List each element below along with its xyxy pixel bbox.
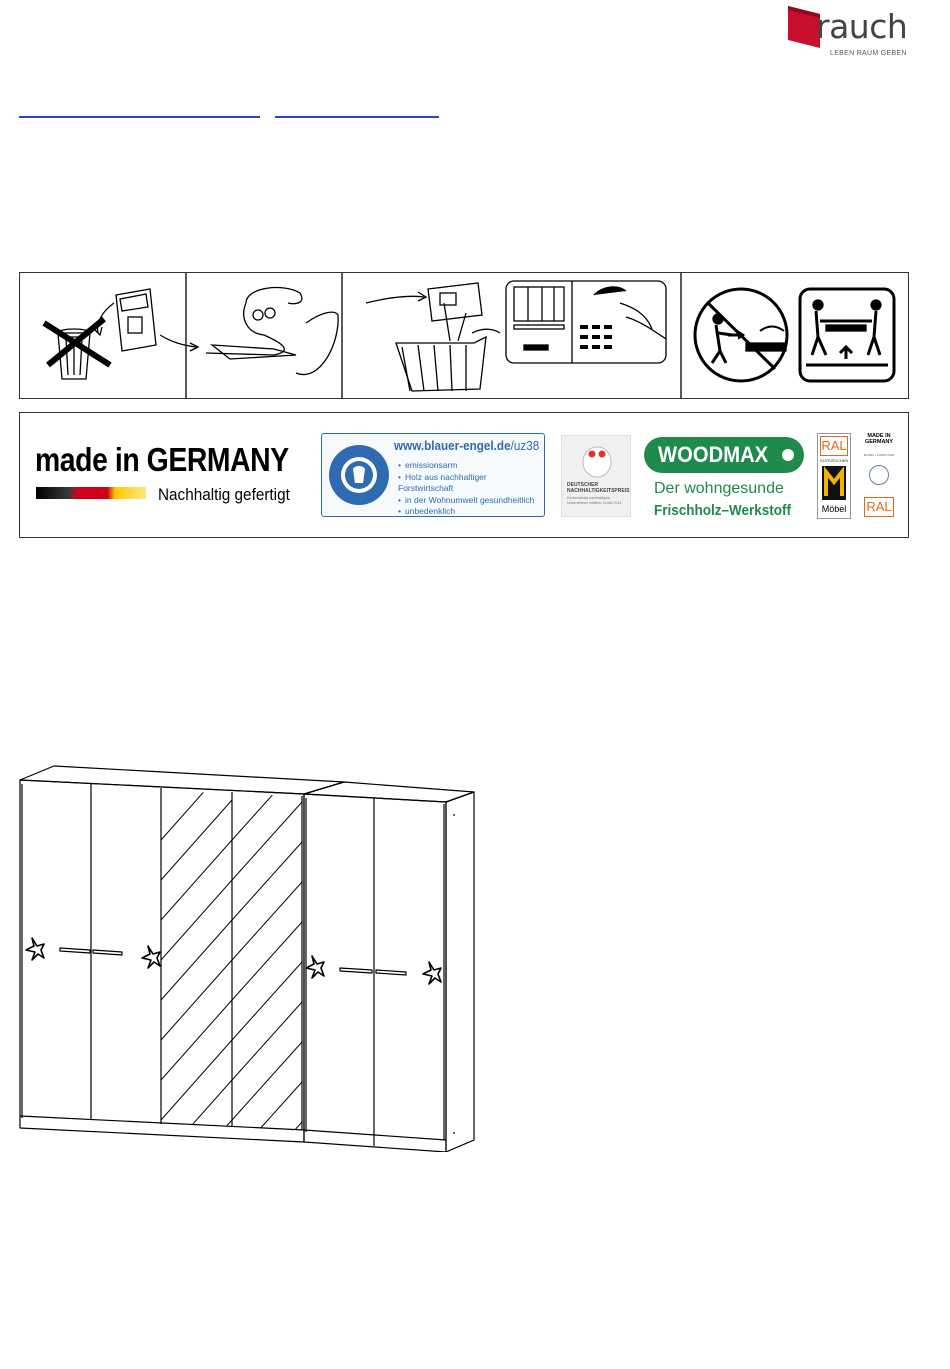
made-in-germany-subtitle: Nachhaltig gefertigt [158,485,290,504]
ral-mig-subtitle: MÖBEL • FURNITURE [863,453,895,457]
ral-mig-badge [862,433,896,519]
award-figure-icon [577,440,617,480]
do-not-push-icon [695,289,787,381]
woodmax-dot-icon [782,449,794,461]
blauer-engel-point: • unbedenklich [398,506,544,518]
made-in-germany-title: made in GERMANY [35,441,289,478]
german-flag-gradient [36,487,146,499]
moebel-label: Möbel [821,504,847,514]
blauer-engel-points [398,460,544,518]
guetezeichen-label: GÜTEZEICHEN [819,458,849,463]
blauer-engel-seal-icon [327,443,391,507]
keep-documents-icon [366,283,500,391]
part-number-label-icon [506,281,666,363]
brand-tagline: LEBEN RAUM GEBEN [830,50,907,57]
moebel-m-icon [822,466,846,500]
wardrobe-drawing [14,760,484,1152]
read-instructions-icon [206,288,338,375]
woodmax-badge [644,437,804,473]
blauer-engel-point: • Holz aus nachhaltiger Forstwirtschaft [398,472,544,495]
instructions-strip [19,272,909,399]
ral-moebel-badge [817,433,851,519]
link-underline-1[interactable] [19,116,260,118]
brand-name: rauch [816,7,908,46]
ral-label-2: RAL [864,497,894,517]
ral-seal-icon [869,465,889,485]
nachhaltigkeitspreis-title: DEUTSCHER NACHHALTIGKEITSPREIS [567,482,630,494]
woodmax-name: WOODMAX [658,442,769,467]
blauer-engel-badge [321,433,545,517]
blauer-engel-point: • in der Wohnumwelt gesundheitlich [398,495,544,507]
blauer-engel-point: • emissionsarm [398,460,544,472]
ral-label: RAL [820,436,848,456]
blauer-engel-url[interactable]: www.blauer-engel.de/uz38 [394,438,540,453]
instructions-illustration [20,273,908,398]
link-underline-2[interactable] [275,116,439,118]
woodmax-line2: Frischholz–Werkstoff [654,502,792,519]
ral-mig-title: MADE IN GERMANY [864,433,894,445]
lift-with-two-icon [800,289,894,381]
nachhaltigkeitspreis-subtitle: Deutschlands nachhaltigste Unternehmen mittlerer Größe 2014 [567,496,622,505]
brand-logo [786,4,910,60]
woodmax-line1: Der wohngesunde [654,480,784,497]
certifications-strip [19,412,909,538]
nachhaltigkeitspreis-badge [561,435,631,517]
do-not-discard-icon [44,289,198,379]
